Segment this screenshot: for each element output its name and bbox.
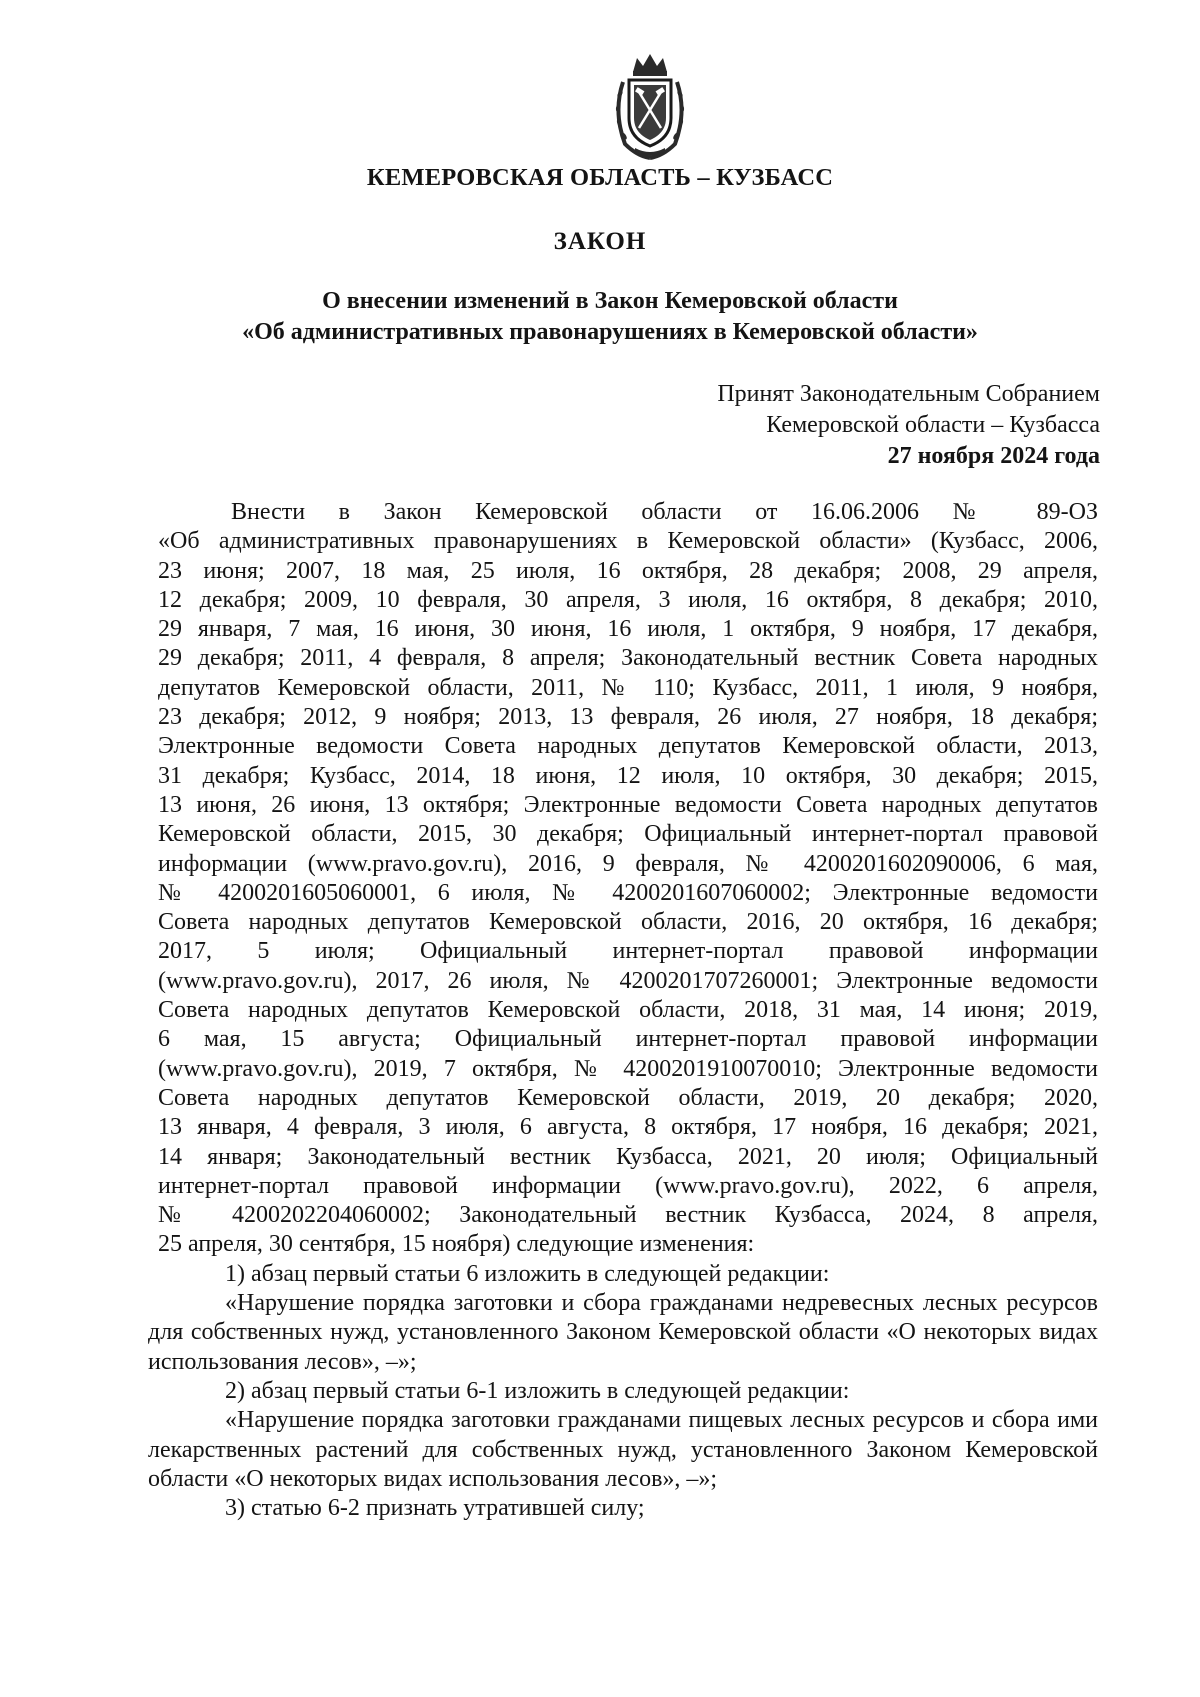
intro-line: 6 мая, 15 августа; Официальный интернет-портал правовой информации <box>158 1026 1098 1053</box>
intro-line: Совета народных депутатов Кемеровской области, 2018, 31 мая, 14 июня; 2019, <box>158 997 1098 1024</box>
law-title-line-1: О внесении изменений в Закон Кемеровской области <box>322 288 898 314</box>
intro-line: № 4200201605060001, 6 июля, № 4200201607060002; Электронные ведомости <box>158 879 1098 906</box>
intro-line: 31 декабря; Кузбасс, 2014, 18 июня, 12 июля, 10 октября, 30 декабря; 2015, <box>158 762 1098 789</box>
law-title <box>160 286 1060 348</box>
adoption-block <box>717 379 1100 472</box>
intro-line: 25 апреля, 30 сентября, 15 ноября) следующие изменения: <box>158 1231 755 1258</box>
document-type: ЗАКОН <box>553 228 647 255</box>
region-heading: КЕМЕРОВСКАЯ ОБЛАСТЬ – КУЗБАСС <box>366 164 834 191</box>
intro-line: 23 июня; 2007, 18 мая, 25 июля, 16 октября, 28 декабря; 2008, 29 апреля, <box>158 557 1098 584</box>
intro-line: Совета народных депутатов Кемеровской области, 2019, 20 декабря; 2020, <box>158 1084 1098 1111</box>
intro-line: интернет-портал правовой информации (www.pravo.gov.ru), 2022, 6 апреля, <box>158 1172 1098 1199</box>
intro-line: 14 января; Законодательный вестник Кузбасса, 2021, 20 июля; Официальный <box>158 1143 1098 1170</box>
intro-line: 29 января, 7 мая, 16 июня, 30 июня, 16 июля, 1 октября, 9 ноября, 17 декабря, <box>158 616 1098 643</box>
intro-line: 13 января, 4 февраля, 3 июля, 6 августа, 8 октября, 17 ноября, 16 декабря; 2021, <box>158 1114 1098 1141</box>
intro-line: Внести в Закон Кемеровской области от 16.06.2006 № 89-ОЗ <box>231 499 1098 525</box>
adoption-line-2: Кемеровской области – Кузбасса <box>766 412 1100 438</box>
intro-line: (www.pravo.gov.ru), 2017, 26 июля, № 4200201707260001; Электронные ведомости <box>158 967 1098 994</box>
intro-line: Кемеровской области, 2015, 30 декабря; Официальный интернет-портал правовой <box>158 821 1098 848</box>
intro-line: 29 декабря; 2011, 4 февраля, 8 апреля; Законодательный вестник Совета народных <box>158 645 1098 672</box>
adoption-line-1: Принят Законодательным Собранием <box>717 381 1100 407</box>
intro-line: 23 декабря; 2012, 9 ноября; 2013, 13 февраля, 26 июля, 27 ноября, 18 декабря; <box>158 704 1098 731</box>
intro-line: информации (www.pravo.gov.ru), 2016, 9 февраля, № 4200201602090006, 6 мая, <box>158 850 1098 877</box>
intro-line: № 4200202204060002; Законодательный вестник Кузбасса, 2024, 8 апреля, <box>158 1202 1098 1229</box>
intro-line: «Об административных правонарушениях в Кемеровской области» (Кузбасс, 2006, <box>158 528 1098 555</box>
document-body <box>148 498 1098 1523</box>
intro-line: 13 июня, 26 июня, 13 октября; Электронные ведомости Совета народных депутатов <box>158 791 1098 818</box>
amendment-item-1-text: «Нарушение порядка заготовки и сбора гражданами недревесных лесных ресурсов для собственных нужд, установленного Законом Кемеровской области «О некоторых видах использования лесов», –»; <box>148 1290 1098 1375</box>
intro-line: Электронные ведомости Совета народных депутатов Кемеровской области, 2013, <box>158 733 1098 760</box>
intro-paragraph <box>158 498 1098 1260</box>
kemerovo-coat-of-arms-icon <box>611 52 689 160</box>
law-title-line-2: «Об административных правонарушениях в Кемеровской области» <box>242 319 978 345</box>
amendment-item-2: 2) абзац первый статьи 6-1 изложить в следующей редакции: <box>225 1377 850 1404</box>
amendment-item-1: 1) абзац первый статьи 6 изложить в следующей редакции: <box>225 1260 830 1287</box>
intro-line: 2017, 5 июля; Официальный интернет-портал правовой информации <box>158 938 1098 965</box>
amendment-item-2-text: «Нарушение порядка заготовки гражданами пищевых лесных ресурсов и сбора ими лекарственных растений для собственных нужд, установленного Законом Кемеровской области «О некоторых видах использования лесов», –»; <box>148 1407 1098 1492</box>
intro-line: Совета народных депутатов Кемеровской области, 2016, 20 октября, 16 декабря; <box>158 909 1098 936</box>
intro-line: депутатов Кемеровской области, 2011, № 110; Кузбасс, 2011, 1 июля, 9 ноября, <box>158 674 1098 701</box>
intro-line: (www.pravo.gov.ru), 2019, 7 октября, № 4200201910070010; Электронные ведомости <box>158 1055 1098 1082</box>
amendment-item-3: 3) статью 6-2 признать утратившей силу; <box>225 1495 645 1522</box>
adoption-date: 27 ноября 2024 года <box>887 443 1100 469</box>
intro-line: 12 декабря; 2009, 10 февраля, 30 апреля, 3 июля, 16 октября, 8 декабря; 2010, <box>158 586 1098 613</box>
